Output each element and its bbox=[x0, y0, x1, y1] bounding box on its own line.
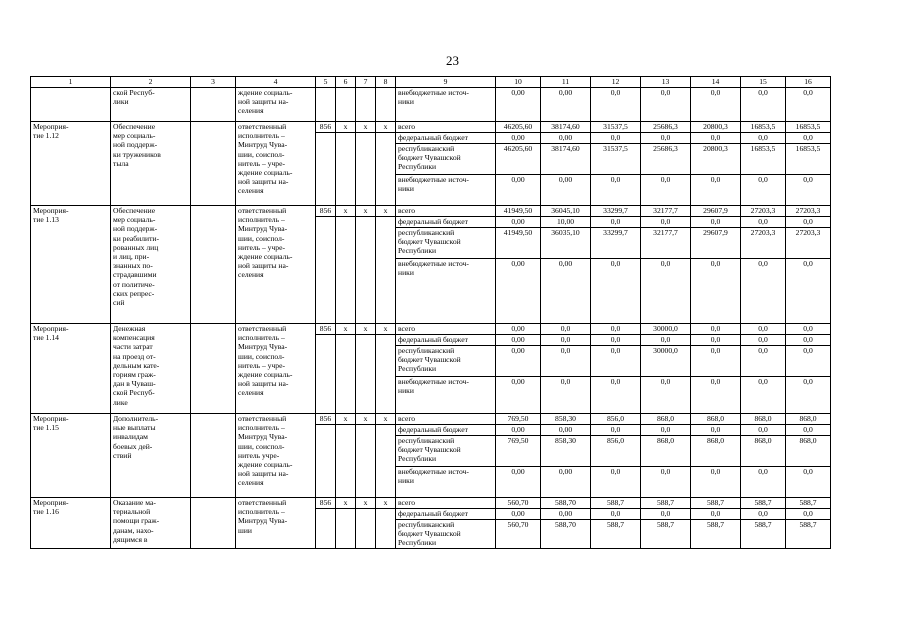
cell-value: 27203,3 bbox=[741, 206, 786, 217]
cell-value: 10,00 bbox=[541, 217, 591, 228]
cell-value: 0,0 bbox=[591, 377, 641, 414]
cell-rz: x bbox=[336, 324, 356, 335]
cell-value: 0,0 bbox=[786, 425, 831, 436]
cell-source: всего bbox=[396, 206, 496, 217]
col-header: 9 bbox=[396, 77, 496, 88]
cell-value: 0,0 bbox=[741, 346, 786, 377]
cell-value: 0,00 bbox=[541, 175, 591, 206]
table-body bbox=[31, 77, 831, 549]
cell-value: 0,0 bbox=[591, 175, 641, 206]
cell-value: 27203,3 bbox=[786, 206, 831, 217]
cell-name: Дополнитель- ные выплаты инвалидам боевых дей- ствий bbox=[111, 414, 191, 498]
cell-value: 46205,60 bbox=[496, 122, 541, 133]
cell-value: 0,0 bbox=[786, 335, 831, 346]
cell-source: всего bbox=[396, 414, 496, 425]
cell-value: 856,0 bbox=[591, 414, 641, 425]
cell-grbs bbox=[316, 425, 336, 436]
cell-value: 560,70 bbox=[496, 498, 541, 509]
budget-table bbox=[30, 76, 831, 549]
cell-value: 0,0 bbox=[541, 335, 591, 346]
cell-cs bbox=[356, 259, 376, 324]
cell-value: 0,0 bbox=[641, 133, 691, 144]
cell-value: 27203,3 bbox=[786, 228, 831, 259]
cell-value: 29607,9 bbox=[691, 206, 741, 217]
cell-grbs bbox=[316, 133, 336, 144]
cell-grbs: 856 bbox=[316, 122, 336, 133]
col-header: 8 bbox=[376, 77, 396, 88]
table-row bbox=[31, 498, 831, 509]
col-header: 16 bbox=[786, 77, 831, 88]
cell-value: 0,0 bbox=[786, 509, 831, 520]
cell-grbs bbox=[316, 175, 336, 206]
cell-value: 0,0 bbox=[691, 346, 741, 377]
cell-source: федеральный бюджет bbox=[396, 217, 496, 228]
cell-value: 0,00 bbox=[496, 346, 541, 377]
cell-value: 588,70 bbox=[541, 498, 591, 509]
col-header: 6 bbox=[336, 77, 356, 88]
cell-cs: x bbox=[356, 498, 376, 509]
cell-value: 0,00 bbox=[496, 324, 541, 335]
cell-vr: x bbox=[376, 324, 396, 335]
col-header: 3 bbox=[191, 77, 236, 88]
cell-value: 0,00 bbox=[496, 335, 541, 346]
cell-cs: x bbox=[356, 414, 376, 425]
cell-vr bbox=[376, 335, 396, 346]
cell-value: 29607,9 bbox=[691, 228, 741, 259]
cell-value: 0,00 bbox=[541, 509, 591, 520]
cell-vr bbox=[376, 259, 396, 324]
cell-col3 bbox=[191, 122, 236, 206]
cell-rz: x bbox=[336, 414, 356, 425]
cell-vr bbox=[376, 144, 396, 175]
col-header: 7 bbox=[356, 77, 376, 88]
cell-cs bbox=[356, 217, 376, 228]
cell-source: всего bbox=[396, 122, 496, 133]
cell-value: 0,0 bbox=[741, 335, 786, 346]
cell-source: республиканский бюджет Чувашской Республики bbox=[396, 144, 496, 175]
cell-vr bbox=[376, 509, 396, 520]
cell-rz bbox=[336, 467, 356, 498]
cell-value: 588,7 bbox=[741, 498, 786, 509]
cell-value: 0,00 bbox=[541, 425, 591, 436]
cell-value: 0,0 bbox=[641, 217, 691, 228]
col-header: 5 bbox=[316, 77, 336, 88]
cell-value: 27203,3 bbox=[741, 228, 786, 259]
cell-col3 bbox=[191, 498, 236, 549]
cell-value: 858,30 bbox=[541, 414, 591, 425]
cell-value: 41949,50 bbox=[496, 206, 541, 217]
cell-rz bbox=[336, 346, 356, 377]
cell-value: 868,0 bbox=[786, 436, 831, 467]
cell-value: 0,00 bbox=[496, 175, 541, 206]
cell-grbs bbox=[316, 144, 336, 175]
cell-value: 16853,5 bbox=[786, 144, 831, 175]
cell-value: 38174,60 bbox=[541, 144, 591, 175]
cell-rz bbox=[336, 88, 356, 122]
cell-value: 31537,5 bbox=[591, 144, 641, 175]
cell-grbs bbox=[316, 88, 336, 122]
cell-value: 0,0 bbox=[741, 324, 786, 335]
cell-vr bbox=[376, 217, 396, 228]
cell-cs bbox=[356, 509, 376, 520]
cell-rz: x bbox=[336, 206, 356, 217]
cell-value: 588,7 bbox=[741, 520, 786, 549]
cell-cs bbox=[356, 520, 376, 549]
cell-vr bbox=[376, 228, 396, 259]
cell-name: ской Респуб- лики bbox=[111, 88, 191, 122]
cell-value: 36045,10 bbox=[541, 206, 591, 217]
cell-value: 0,0 bbox=[786, 88, 831, 122]
cell-executor: ответственный исполнитель – Минтруд Чува- шии, соиспол- нитель – учре- ждение социаль- ной защиты на- селения bbox=[236, 122, 316, 206]
cell-vr: x bbox=[376, 498, 396, 509]
cell-value: 0,0 bbox=[691, 335, 741, 346]
cell-col3 bbox=[191, 414, 236, 498]
cell-value: 0,0 bbox=[641, 88, 691, 122]
cell-value: 0,00 bbox=[541, 133, 591, 144]
cell-grbs bbox=[316, 228, 336, 259]
cell-cs: x bbox=[356, 206, 376, 217]
cell-value: 0,00 bbox=[496, 467, 541, 498]
cell-source: республиканский бюджет Чувашской Республики bbox=[396, 346, 496, 377]
cell-value: 0,0 bbox=[641, 335, 691, 346]
cell-cs bbox=[356, 133, 376, 144]
cell-value: 0,0 bbox=[691, 425, 741, 436]
cell-value: 0,0 bbox=[641, 175, 691, 206]
cell-grbs bbox=[316, 259, 336, 324]
cell-grbs bbox=[316, 217, 336, 228]
cell-value: 30000,0 bbox=[641, 346, 691, 377]
cell-value: 0,0 bbox=[691, 259, 741, 324]
cell-col3 bbox=[191, 88, 236, 122]
cell-value: 16853,5 bbox=[741, 122, 786, 133]
cell-executor: ждение социаль- ной защиты на- селения bbox=[236, 88, 316, 122]
table-row bbox=[31, 206, 831, 217]
cell-value: 0,0 bbox=[691, 133, 741, 144]
cell-vr: x bbox=[376, 414, 396, 425]
cell-value: 0,0 bbox=[786, 175, 831, 206]
cell-value: 0,0 bbox=[691, 509, 741, 520]
cell-value: 25686,3 bbox=[641, 122, 691, 133]
cell-name: Денежная компенсация части затрат на проезд от- дельным кате- гориям граж- дан в Чуваш- ской Респуб- лике bbox=[111, 324, 191, 414]
cell-value: 868,0 bbox=[691, 436, 741, 467]
cell-grbs bbox=[316, 346, 336, 377]
cell-code bbox=[31, 88, 111, 122]
cell-value: 0,00 bbox=[541, 467, 591, 498]
cell-source: республиканский бюджет Чувашской Республики bbox=[396, 436, 496, 467]
col-header: 2 bbox=[111, 77, 191, 88]
cell-value: 588,7 bbox=[691, 498, 741, 509]
cell-value: 0,0 bbox=[641, 259, 691, 324]
cell-value: 0,00 bbox=[541, 88, 591, 122]
cell-vr bbox=[376, 467, 396, 498]
cell-rz bbox=[336, 335, 356, 346]
page-number: 23 bbox=[446, 53, 459, 68]
cell-rz bbox=[336, 144, 356, 175]
cell-col3 bbox=[191, 206, 236, 324]
cell-value: 0,0 bbox=[786, 346, 831, 377]
cell-value: 0,0 bbox=[591, 217, 641, 228]
cell-value: 588,7 bbox=[786, 498, 831, 509]
cell-rz: x bbox=[336, 122, 356, 133]
cell-rz bbox=[336, 175, 356, 206]
cell-vr bbox=[376, 425, 396, 436]
cell-code: Мероприя- тие 1.14 bbox=[31, 324, 111, 414]
cell-value: 868,0 bbox=[786, 414, 831, 425]
cell-value: 868,0 bbox=[741, 436, 786, 467]
cell-vr bbox=[376, 520, 396, 549]
table-row bbox=[31, 88, 831, 122]
cell-source: внебюджетные источ- ники bbox=[396, 377, 496, 414]
cell-value: 560,70 bbox=[496, 520, 541, 549]
cell-value: 588,7 bbox=[591, 498, 641, 509]
cell-cs bbox=[356, 88, 376, 122]
cell-executor: ответственный исполнитель – Минтруд Чува- шии bbox=[236, 498, 316, 549]
cell-code: Мероприя- тие 1.13 bbox=[31, 206, 111, 324]
cell-grbs: 856 bbox=[316, 414, 336, 425]
cell-value: 0,0 bbox=[591, 346, 641, 377]
cell-value: 30000,0 bbox=[641, 324, 691, 335]
cell-value: 0,0 bbox=[741, 467, 786, 498]
cell-cs bbox=[356, 467, 376, 498]
cell-value: 16853,5 bbox=[786, 122, 831, 133]
cell-value: 0,0 bbox=[691, 217, 741, 228]
cell-value: 33299,7 bbox=[591, 206, 641, 217]
col-header: 10 bbox=[496, 77, 541, 88]
cell-source: федеральный бюджет bbox=[396, 335, 496, 346]
cell-value: 20800,3 bbox=[691, 144, 741, 175]
col-header: 11 bbox=[541, 77, 591, 88]
cell-source: федеральный бюджет bbox=[396, 509, 496, 520]
cell-value: 0,0 bbox=[541, 346, 591, 377]
cell-value: 0,0 bbox=[641, 377, 691, 414]
cell-value: 0,0 bbox=[541, 377, 591, 414]
cell-grbs bbox=[316, 520, 336, 549]
cell-vr bbox=[376, 133, 396, 144]
cell-value: 868,0 bbox=[641, 436, 691, 467]
cell-grbs bbox=[316, 509, 336, 520]
cell-value: 32177,7 bbox=[641, 228, 691, 259]
cell-value: 0,0 bbox=[591, 324, 641, 335]
cell-value: 0,0 bbox=[741, 175, 786, 206]
cell-executor: ответственный исполнитель – Минтруд Чува- шии, соиспол- нитель – учре- ждение социаль- ной защиты на- селения bbox=[236, 324, 316, 414]
cell-value: 0,0 bbox=[741, 259, 786, 324]
cell-cs bbox=[356, 377, 376, 414]
cell-cs bbox=[356, 228, 376, 259]
cell-cs: x bbox=[356, 324, 376, 335]
cell-value: 588,7 bbox=[691, 520, 741, 549]
cell-cs bbox=[356, 346, 376, 377]
cell-cs bbox=[356, 335, 376, 346]
cell-value: 0,0 bbox=[691, 377, 741, 414]
cell-value: 0,00 bbox=[496, 259, 541, 324]
cell-value: 0,0 bbox=[741, 377, 786, 414]
cell-cs bbox=[356, 144, 376, 175]
cell-value: 0,0 bbox=[541, 324, 591, 335]
cell-source: всего bbox=[396, 324, 496, 335]
cell-vr bbox=[376, 377, 396, 414]
cell-value: 0,0 bbox=[786, 467, 831, 498]
cell-name: Обеспечение мер социаль- ной поддерж- ки тружеников тыла bbox=[111, 122, 191, 206]
header-row bbox=[31, 77, 831, 88]
cell-value: 0,0 bbox=[691, 175, 741, 206]
cell-grbs bbox=[316, 377, 336, 414]
cell-value: 868,0 bbox=[691, 414, 741, 425]
cell-value: 20800,3 bbox=[691, 122, 741, 133]
cell-value: 32177,7 bbox=[641, 206, 691, 217]
cell-value: 0,0 bbox=[786, 217, 831, 228]
cell-grbs bbox=[316, 467, 336, 498]
cell-value: 0,00 bbox=[496, 217, 541, 228]
cell-value: 0,0 bbox=[741, 425, 786, 436]
cell-grbs bbox=[316, 436, 336, 467]
cell-value: 588,7 bbox=[786, 520, 831, 549]
cell-value: 769,50 bbox=[496, 414, 541, 425]
cell-value: 0,0 bbox=[591, 425, 641, 436]
col-header: 15 bbox=[741, 77, 786, 88]
cell-value: 0,0 bbox=[591, 467, 641, 498]
cell-value: 0,0 bbox=[691, 467, 741, 498]
cell-value: 46205,60 bbox=[496, 144, 541, 175]
cell-rz: x bbox=[336, 498, 356, 509]
cell-value: 0,00 bbox=[496, 425, 541, 436]
cell-value: 0,0 bbox=[786, 377, 831, 414]
cell-cs bbox=[356, 425, 376, 436]
cell-value: 33299,7 bbox=[591, 228, 641, 259]
cell-name: Обеспечение мер социаль- ной поддерж- ки реабилити- рованных лиц и лиц, при- знанных по- страдавшими от политиче- ских репрес- сий bbox=[111, 206, 191, 324]
cell-source: внебюджетные источ- ники bbox=[396, 259, 496, 324]
cell-value: 36035,10 bbox=[541, 228, 591, 259]
cell-value: 0,00 bbox=[496, 88, 541, 122]
cell-rz bbox=[336, 217, 356, 228]
cell-value: 0,0 bbox=[786, 324, 831, 335]
cell-vr: x bbox=[376, 122, 396, 133]
col-header: 1 bbox=[31, 77, 111, 88]
cell-value: 0,0 bbox=[786, 133, 831, 144]
cell-source: федеральный бюджет bbox=[396, 425, 496, 436]
cell-source: внебюджетные источ- ники bbox=[396, 175, 496, 206]
cell-value: 0,0 bbox=[641, 509, 691, 520]
cell-rz bbox=[336, 228, 356, 259]
cell-value: 0,0 bbox=[591, 133, 641, 144]
cell-value: 38174,60 bbox=[541, 122, 591, 133]
table-row bbox=[31, 414, 831, 425]
cell-source: республиканский бюджет Чувашской Республики bbox=[396, 520, 496, 549]
cell-executor: ответственный исполнитель – Минтруд Чува- шии, соиспол- нитель учре- ждение социаль- ной защиты на- селения bbox=[236, 414, 316, 498]
cell-value: 0,0 bbox=[591, 88, 641, 122]
cell-value: 588,7 bbox=[641, 520, 691, 549]
cell-value: 0,00 bbox=[541, 259, 591, 324]
cell-value: 769,50 bbox=[496, 436, 541, 467]
cell-rz bbox=[336, 509, 356, 520]
col-header: 4 bbox=[236, 77, 316, 88]
cell-code: Мероприя- тие 1.16 bbox=[31, 498, 111, 549]
cell-value: 0,0 bbox=[641, 467, 691, 498]
col-header: 12 bbox=[591, 77, 641, 88]
cell-code: Мероприя- тие 1.15 bbox=[31, 414, 111, 498]
cell-rz bbox=[336, 377, 356, 414]
cell-rz bbox=[336, 259, 356, 324]
cell-value: 31537,5 bbox=[591, 122, 641, 133]
cell-vr bbox=[376, 88, 396, 122]
table-row bbox=[31, 324, 831, 335]
cell-source: федеральный бюджет bbox=[396, 133, 496, 144]
cell-value: 0,0 bbox=[591, 335, 641, 346]
cell-vr bbox=[376, 175, 396, 206]
cell-value: 0,0 bbox=[741, 217, 786, 228]
cell-value: 41949,50 bbox=[496, 228, 541, 259]
col-header: 13 bbox=[641, 77, 691, 88]
cell-rz bbox=[336, 425, 356, 436]
cell-value: 0,0 bbox=[741, 88, 786, 122]
cell-grbs: 856 bbox=[316, 324, 336, 335]
cell-col3 bbox=[191, 324, 236, 414]
cell-vr bbox=[376, 436, 396, 467]
cell-value: 868,0 bbox=[741, 414, 786, 425]
cell-cs bbox=[356, 175, 376, 206]
col-header: 14 bbox=[691, 77, 741, 88]
cell-value: 588,7 bbox=[591, 520, 641, 549]
cell-value: 858,30 bbox=[541, 436, 591, 467]
cell-source: внебюджетные источ- ники bbox=[396, 467, 496, 498]
cell-grbs: 856 bbox=[316, 206, 336, 217]
cell-source: всего bbox=[396, 498, 496, 509]
cell-vr: x bbox=[376, 206, 396, 217]
cell-value: 0,00 bbox=[496, 133, 541, 144]
cell-source: внебюджетные источ- ники bbox=[396, 88, 496, 122]
cell-source: республиканский бюджет Чувашской Республики bbox=[396, 228, 496, 259]
cell-rz bbox=[336, 133, 356, 144]
cell-cs bbox=[356, 436, 376, 467]
cell-name: Оказание ма- териальной помощи граж- данам, нахо- дящимся в bbox=[111, 498, 191, 549]
cell-value: 588,7 bbox=[641, 498, 691, 509]
cell-value: 0,00 bbox=[496, 377, 541, 414]
cell-value: 0,0 bbox=[591, 259, 641, 324]
cell-value: 0,0 bbox=[691, 324, 741, 335]
cell-grbs: 856 bbox=[316, 498, 336, 509]
cell-value: 0,0 bbox=[641, 425, 691, 436]
cell-value: 856,0 bbox=[591, 436, 641, 467]
cell-value: 25686,3 bbox=[641, 144, 691, 175]
cell-value: 0,00 bbox=[496, 509, 541, 520]
cell-code: Мероприя- тие 1.12 bbox=[31, 122, 111, 206]
cell-value: 868,0 bbox=[641, 414, 691, 425]
cell-value: 16853,5 bbox=[741, 144, 786, 175]
cell-value: 588,70 bbox=[541, 520, 591, 549]
cell-value: 0,0 bbox=[741, 509, 786, 520]
cell-rz bbox=[336, 436, 356, 467]
cell-rz bbox=[336, 520, 356, 549]
cell-vr bbox=[376, 346, 396, 377]
cell-value: 0,0 bbox=[591, 509, 641, 520]
cell-value: 0,0 bbox=[691, 88, 741, 122]
cell-value: 0,0 bbox=[786, 259, 831, 324]
cell-grbs bbox=[316, 335, 336, 346]
cell-value: 0,0 bbox=[741, 133, 786, 144]
table-row bbox=[31, 122, 831, 133]
cell-executor: ответственный исполнитель – Минтруд Чува- шии, соиспол- нитель – учре- ждение социаль- ной защиты на- селения bbox=[236, 206, 316, 324]
cell-cs: x bbox=[356, 122, 376, 133]
